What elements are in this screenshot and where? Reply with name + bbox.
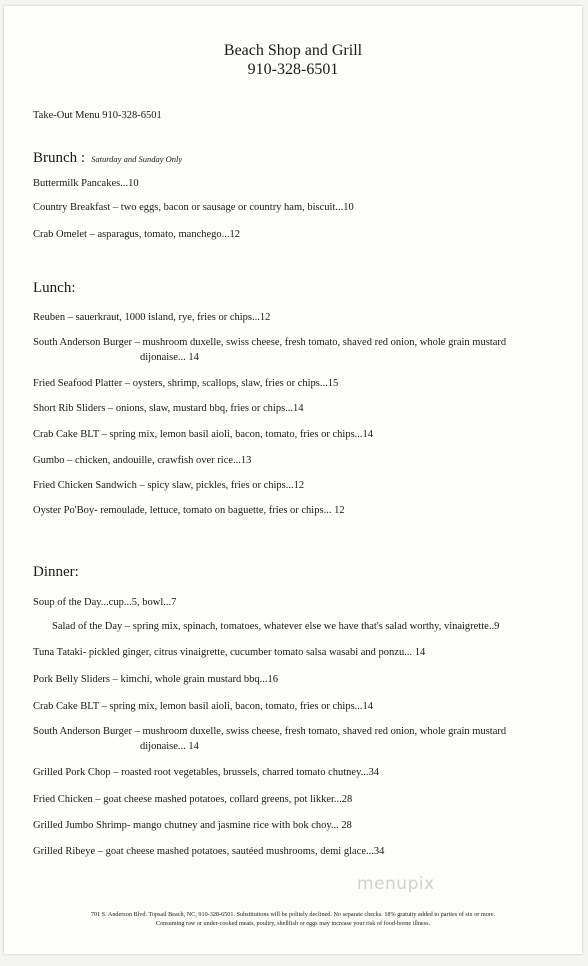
menu-item: South Anderson Burger – mushroom duxelle, swiss cheese, fresh tomato, shaved red onion, whole grain mustard [33, 337, 507, 348]
restaurant-phone: 910-328-6501 [247, 61, 339, 78]
menu-item: Crab Omelet – asparagus, tomato, manchego...12 [33, 229, 241, 240]
menu-item: Crab Cake BLT – spring mix, lemon basil aioli, bacon, tomato, fries or chips...14 [33, 429, 374, 440]
brunch-note: Saturday and Sunday Only [91, 154, 183, 164]
menu-item: Grilled Pork Chop – roasted root vegetables, brussels, charred tomato chutney...34 [33, 767, 380, 778]
menupix-watermark: menupix [357, 874, 435, 894]
menu-item: Salad of the Day – spring mix, spinach, tomatoes, whatever else we have that's salad worthy, vinaigrette..9 [52, 621, 500, 632]
menu-item: Fried Chicken – goat cheese mashed potatoes, collard greens, pot likker...28 [33, 794, 353, 805]
menu-item: Country Breakfast – two eggs, bacon or sausage or country ham, biscuit...10 [33, 202, 354, 213]
menu-item: Soup of the Day...cup...5, bowl...7 [33, 597, 177, 608]
menu-item: Pork Belly Sliders – kimchi, whole grain mustard bbq...16 [33, 674, 278, 685]
menu-item: Grilled Ribeye – goat cheese mashed potatoes, sautéed mushrooms, demi glace...34 [33, 846, 385, 857]
menu-item: Oyster Po'Boy- remoulade, lettuce, tomato on baguette, fries or chips... 12 [33, 505, 345, 516]
menu-item: Tuna Tataki- pickled ginger, citrus vinaigrette, cucumber tomato salsa wasabi and ponzu... 14 [33, 647, 426, 658]
menu-item: Grilled Jumbo Shrimp- mango chutney and jasmine rice with bok choy... 28 [33, 820, 352, 831]
takeout-line: Take-Out Menu 910-328-6501 [33, 110, 162, 121]
menu-item: Reuben – sauerkraut, 1000 island, rye, fries or chips...12 [33, 312, 271, 323]
brunch-heading: Brunch : [33, 150, 86, 166]
menu-item: Gumbo – chicken, andouille, crawfish over rice...13 [33, 455, 252, 466]
menu-item-continued: dijonaise... 14 [140, 741, 199, 752]
brunch-heading-row [33, 149, 182, 167]
footer-warning: Consuming raw or under-cooked meats, poultry, shellfish or eggs may increase your risk of food-borne illness. [155, 920, 431, 927]
menu-item: Fried Chicken Sandwich – spicy slaw, pickles, fries or chips...12 [33, 480, 305, 491]
menu-item: Buttermilk Pancakes...10 [33, 178, 139, 189]
menu-item: Crab Cake BLT – spring mix, lemon basil aioli, bacon, tomato, fries or chips...14 [33, 701, 374, 712]
menu-item: Fried Seafood Platter – oysters, shrimp, scallops, slaw, fries or chips...15 [33, 378, 339, 389]
lunch-heading: Lunch: [33, 280, 76, 296]
menu-page [4, 6, 582, 954]
menu-item: Short Rib Sliders – onions, slaw, mustard bbq, fries or chips...14 [33, 403, 304, 414]
dinner-heading: Dinner: [33, 564, 79, 580]
footer-address: 701 S. Anderson Blvd. Topsail Beach, NC, 910-328-6501. Substitutions will be politely declined. No separate checks. 18% gratuity added to parties of six or more. [90, 911, 496, 918]
restaurant-name: Beach Shop and Grill [223, 42, 363, 59]
menu-item: South Anderson Burger – mushroom duxelle, swiss cheese, fresh tomato, shaved red onion, whole grain mustard [33, 726, 507, 737]
menu-item-continued: dijonaise... 14 [140, 352, 199, 363]
